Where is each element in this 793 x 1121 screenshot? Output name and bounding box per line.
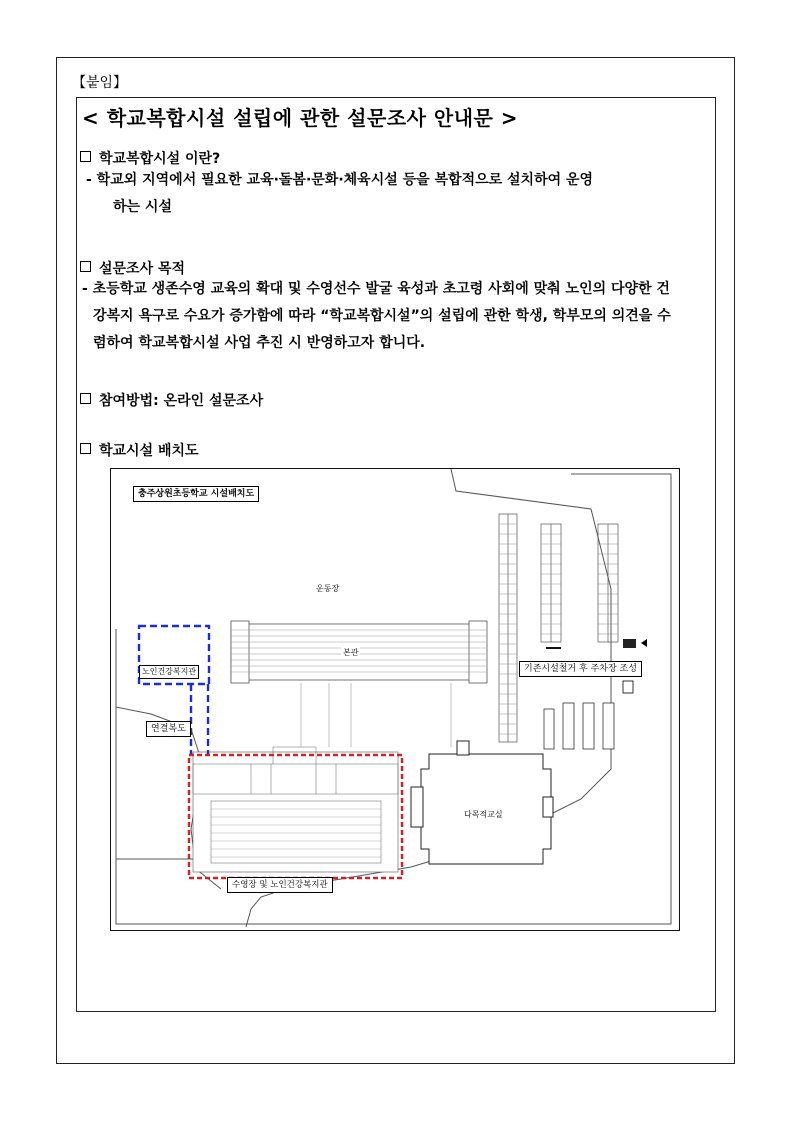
section-body-line: - 학교외 지역에서 필요한 교육·돌봄·문화·체육시설 등을 복합적으로 설치하여 운영 <box>86 172 594 188</box>
pool-building <box>189 747 402 878</box>
parking-marker <box>546 647 561 649</box>
parking-column-left <box>499 514 517 742</box>
page-title: < 학교복합시설 설립에 관한 설문조사 안내문 > <box>82 106 519 130</box>
site-plan-drawing <box>111 469 679 930</box>
gate-icon <box>623 639 636 648</box>
playground-label: 운동장 <box>316 584 340 593</box>
section-body-line: 렴하여 학교복합시설 사업 추진 시 반영하고자 합니다. <box>93 335 426 351</box>
section-heading-text: 학교복합시설 이란? <box>99 151 221 167</box>
multipurpose-building <box>411 741 553 864</box>
section-heading-layout <box>80 440 199 460</box>
multipurpose-label: 다목적교실 <box>464 810 503 819</box>
checkbox-bullet-icon <box>80 443 91 454</box>
connecting-corridor-label: 연결복도 <box>146 721 191 737</box>
section-heading-method <box>80 390 263 410</box>
section-body-line: - 초등학교 생존수영 교육의 확대 및 수영선수 발굴 육성과 초고령 사회에 맞춰 노인의 다양한 건 <box>82 281 670 297</box>
section-body-line: 강복지 욕구로 수요가 증가함에 따라 “학교복합시설”의 설립에 관한 학생, 학부모의 의견을 수 <box>93 308 671 324</box>
section-heading-text: 학교시설 배치도 <box>99 443 199 459</box>
site-plan-title: 충주상원초등학교 시설배치도 <box>133 486 259 502</box>
parking-stalls <box>541 534 618 634</box>
section-heading-definition <box>80 148 220 168</box>
car-icon <box>623 681 633 693</box>
senior-welfare-label: 노인건강복지관 <box>139 665 199 679</box>
checkbox-bullet-icon <box>80 261 91 272</box>
checkbox-bullet-icon <box>80 151 91 162</box>
arrow-icon <box>641 639 647 647</box>
site-plan-diagram <box>110 468 680 931</box>
attachment-label: 【붙임】 <box>72 75 128 91</box>
parking-note-label: 기존시설철거 후 주차장 조성 <box>519 661 642 677</box>
main-building-label: 본관 <box>343 648 359 657</box>
section-body-line: 하는 시설 <box>113 199 172 215</box>
connector-lines <box>301 683 451 747</box>
pool-welfare-label: 수영장 및 노인건강복지관 <box>227 877 333 893</box>
section-heading-text: 참여방법: 온라인 설문조사 <box>99 393 264 409</box>
section-heading-text: 설문조사 목적 <box>99 261 186 277</box>
parking-block <box>541 524 618 642</box>
checkbox-bullet-icon <box>80 393 91 404</box>
section-heading-purpose <box>80 258 185 278</box>
bus-icons <box>544 703 614 749</box>
